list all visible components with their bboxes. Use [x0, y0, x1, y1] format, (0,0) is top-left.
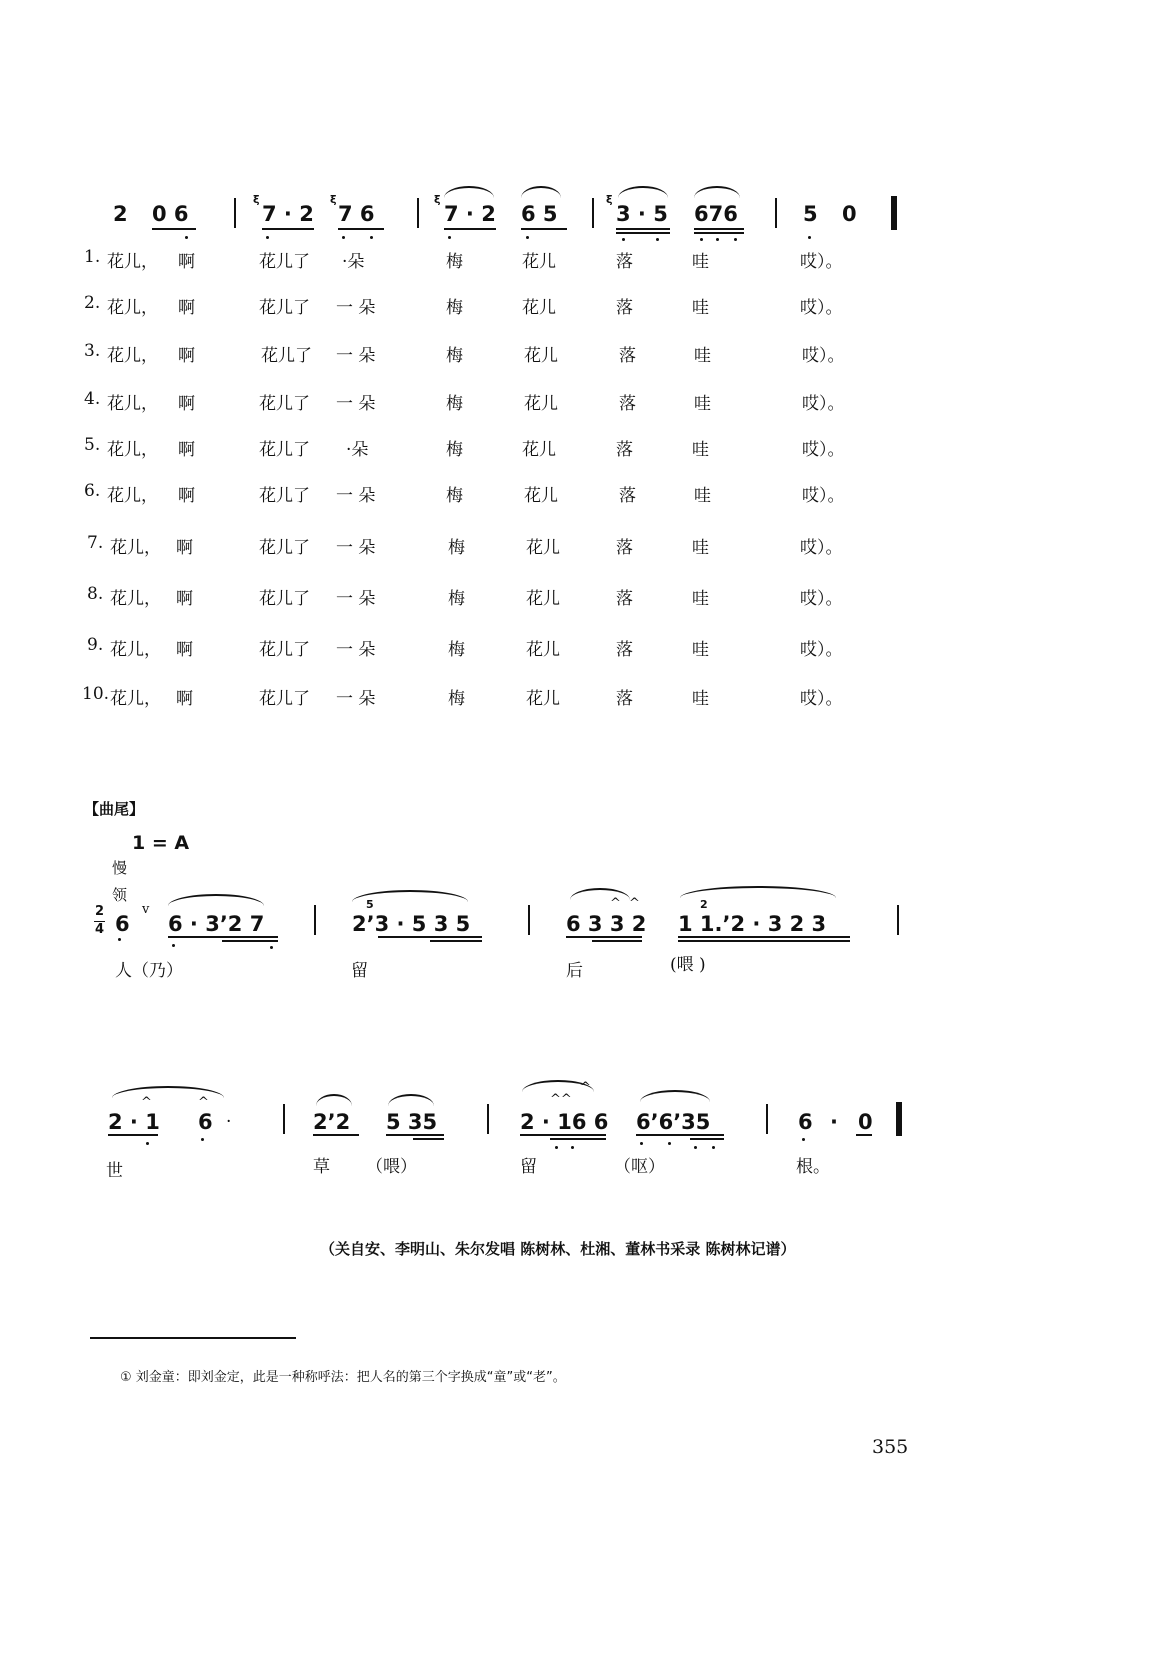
lyric: 一 朵	[336, 689, 376, 709]
footnote: ① 刘金童：即刘金定，此是一种称呼法：把人名的第三个字换成“童”或“老”。	[120, 1370, 566, 1385]
lyric: 落	[616, 589, 633, 609]
credits: （关自安、李明山、朱尔发唱 陈树林、杜湘、董林书采录 陈树林记谱）	[320, 1240, 796, 1258]
note: 2 · 1	[108, 1110, 160, 1134]
note: 7 6	[338, 202, 375, 226]
note: 6	[198, 1110, 213, 1134]
lyric: 哎）。	[800, 252, 843, 272]
lyric: 啊	[178, 252, 195, 272]
barline	[234, 198, 236, 228]
lyric: 哇	[692, 538, 709, 558]
tempo-marking: 领	[112, 886, 128, 904]
lyric: 啊	[178, 486, 195, 506]
lyric: 梅	[448, 689, 465, 709]
note: 2	[113, 202, 128, 226]
lyric: 哇	[692, 589, 709, 609]
barline	[487, 1104, 489, 1134]
barline	[417, 198, 419, 228]
tempo-marking: 慢	[112, 859, 128, 877]
note: 5	[803, 202, 818, 226]
lyric: 一 朵	[336, 486, 376, 506]
lyric: 哇	[694, 486, 711, 506]
verse-number: 10.	[82, 684, 110, 704]
lyric: （喂）	[366, 1157, 417, 1177]
note: 6	[798, 1110, 813, 1134]
lyric: 啊	[178, 298, 195, 318]
verse-number: 2.	[84, 293, 101, 313]
lyric: 花儿了	[259, 589, 310, 609]
lyric: 一 朵	[336, 298, 376, 318]
lyric: 花儿	[524, 394, 558, 414]
accent-mark: ^	[141, 1095, 152, 1110]
grace-note: ξ	[253, 193, 260, 206]
lyric: 梅	[446, 346, 463, 366]
note: 676	[694, 202, 738, 226]
lyric: 花儿，	[110, 538, 161, 558]
accent-mark: ^	[198, 1095, 209, 1110]
lyric: 哎）。	[800, 589, 843, 609]
lyric: 哎）。	[800, 640, 843, 660]
note: 6	[115, 912, 130, 936]
note: 0 6	[152, 202, 189, 226]
note: 2’3 · 5 3 5	[352, 912, 471, 936]
lyric: 花儿了	[259, 252, 310, 272]
lyric: 啊	[176, 640, 193, 660]
lyric: 花儿，	[107, 394, 158, 414]
grace-note: 2	[700, 898, 708, 911]
lyric: 花儿，	[107, 486, 158, 506]
note: 5 35	[386, 1110, 438, 1134]
lyric: 哇	[692, 640, 709, 660]
section-heading: 【曲尾】	[84, 800, 145, 818]
lyric: (喂 )	[670, 955, 706, 975]
lyric: 花儿	[526, 538, 560, 558]
lyric: 哎）。	[802, 440, 845, 460]
accent-mark: ^	[610, 896, 621, 911]
lyric: 根。	[796, 1157, 830, 1177]
lyric: 花儿	[522, 440, 556, 460]
lyric: 花儿	[524, 346, 558, 366]
lyric: （呕）	[614, 1157, 665, 1177]
lyric: 哎）。	[802, 486, 845, 506]
lyric: 哎）。	[802, 346, 845, 366]
barline	[528, 905, 530, 935]
lyric: 花儿了	[259, 394, 310, 414]
footnote-divider	[90, 1337, 296, 1339]
breath-mark: v	[142, 902, 150, 917]
note: 6’6’35	[636, 1110, 711, 1134]
verse-number: 6.	[84, 481, 101, 501]
verse-number: 7.	[87, 533, 104, 553]
lyric: 花儿了	[261, 346, 312, 366]
lyric: 花儿	[526, 689, 560, 709]
lyric: 花儿了	[259, 298, 310, 318]
lyric: 花儿了	[259, 640, 310, 660]
lyric: 梅	[446, 298, 463, 318]
lyric: 落	[616, 298, 633, 318]
meter-bottom: 4	[95, 922, 105, 937]
note: 0	[858, 1110, 873, 1134]
grace-note: 5	[366, 898, 374, 911]
lyric: 花儿，	[110, 640, 161, 660]
note: 6 · 3’2 7	[168, 912, 265, 936]
lyric: 哇	[694, 394, 711, 414]
accent-mark: ^	[629, 896, 640, 911]
lyric: 梅	[448, 538, 465, 558]
verse-number: 1.	[84, 247, 101, 267]
lyric: 花儿了	[259, 538, 310, 558]
lyric: ·朵	[346, 440, 369, 460]
accent-mark: ^	[580, 1080, 591, 1095]
key-signature: 1 = A	[132, 832, 190, 854]
lyric: 花儿了	[259, 689, 310, 709]
verse-number: 4.	[84, 389, 101, 409]
lyric: 一 朵	[336, 538, 376, 558]
meter-top: 2	[95, 904, 105, 919]
lyric: 落	[616, 252, 633, 272]
lyric: 哇	[694, 346, 711, 366]
lyric: 草	[313, 1157, 330, 1177]
lyric: 梅	[446, 486, 463, 506]
lyric: 啊	[176, 538, 193, 558]
barline	[897, 905, 899, 935]
verse-number: 9.	[87, 635, 104, 655]
lyric: 啊	[178, 346, 195, 366]
grace-note: ξ	[434, 193, 441, 206]
lyric: 世	[106, 1161, 123, 1181]
lyric: ·朵	[342, 252, 365, 272]
lyric: 哇	[692, 689, 709, 709]
lyric: 花儿	[526, 589, 560, 609]
lyric: 哎）。	[800, 298, 843, 318]
barline	[766, 1104, 768, 1134]
lyric: 梅	[446, 440, 463, 460]
lyric: 梅	[446, 394, 463, 414]
note: 1 1.’2 · 3 2 3	[678, 912, 827, 936]
lyric: 花儿，	[107, 346, 158, 366]
lyric: 落	[616, 689, 633, 709]
note: 2’2	[313, 1110, 351, 1134]
note: 7 · 2	[262, 202, 314, 226]
note: 0	[842, 202, 857, 226]
lyric: 落	[616, 538, 633, 558]
lyric: 啊	[176, 689, 193, 709]
lyric: 落	[619, 346, 636, 366]
lyric: 花儿	[526, 640, 560, 660]
lyric: 哇	[692, 440, 709, 460]
lyric: 啊	[176, 589, 193, 609]
barline	[314, 905, 316, 935]
barline	[283, 1104, 285, 1134]
verse-number: 5.	[84, 435, 101, 455]
lyric: 啊	[178, 440, 195, 460]
barline	[775, 198, 777, 228]
page-number: 355	[872, 1436, 909, 1458]
lyric: 一 朵	[336, 640, 376, 660]
barline	[592, 198, 594, 228]
lyric: 人（乃）	[115, 961, 183, 981]
lyric: 留	[520, 1157, 537, 1177]
lyric: 花儿，	[107, 298, 158, 318]
lyric: 花儿	[522, 252, 556, 272]
note: ·	[830, 1110, 838, 1134]
verse-number: 3.	[84, 341, 101, 361]
lyric: 哎）。	[800, 689, 843, 709]
lyric: 花儿了	[259, 486, 310, 506]
lyric: 一 朵	[336, 346, 376, 366]
lyric: 落	[619, 486, 636, 506]
dot-mark: ·	[226, 1112, 232, 1132]
lyric: 梅	[448, 589, 465, 609]
note: 6 5	[521, 202, 558, 226]
lyric: 哎）。	[802, 394, 845, 414]
lyric: 花儿	[522, 298, 556, 318]
accent-mark: ^^	[550, 1092, 572, 1107]
note: 7 · 2	[444, 202, 496, 226]
final-barline	[896, 1102, 902, 1136]
grace-note: ξ	[330, 193, 337, 206]
lyric: 落	[616, 440, 633, 460]
lyric: 哎）。	[800, 538, 843, 558]
lyric: 花儿，	[110, 589, 161, 609]
lyric: 哇	[692, 298, 709, 318]
lyric: 花儿了	[259, 440, 310, 460]
verse-number: 8.	[87, 584, 104, 604]
lyric: 花儿，	[107, 440, 158, 460]
lyric: 一 朵	[336, 589, 376, 609]
lyric: 啊	[178, 394, 195, 414]
final-barline	[891, 196, 897, 230]
lyric: 梅	[448, 640, 465, 660]
note: 6 3 3 2	[566, 912, 647, 936]
lyric: 后	[566, 961, 583, 981]
note: 3 · 5	[616, 202, 668, 226]
note: 2 · 16 6	[520, 1110, 609, 1134]
lyric: 花儿，	[110, 689, 161, 709]
lyric: 留	[351, 961, 368, 981]
lyric: 落	[616, 640, 633, 660]
lyric: 一 朵	[336, 394, 376, 414]
lyric: 花儿	[524, 486, 558, 506]
lyric: 梅	[446, 252, 463, 272]
lyric: 落	[619, 394, 636, 414]
lyric: 哇	[692, 252, 709, 272]
grace-note: ξ	[606, 193, 613, 206]
lyric: 花儿，	[107, 252, 158, 272]
